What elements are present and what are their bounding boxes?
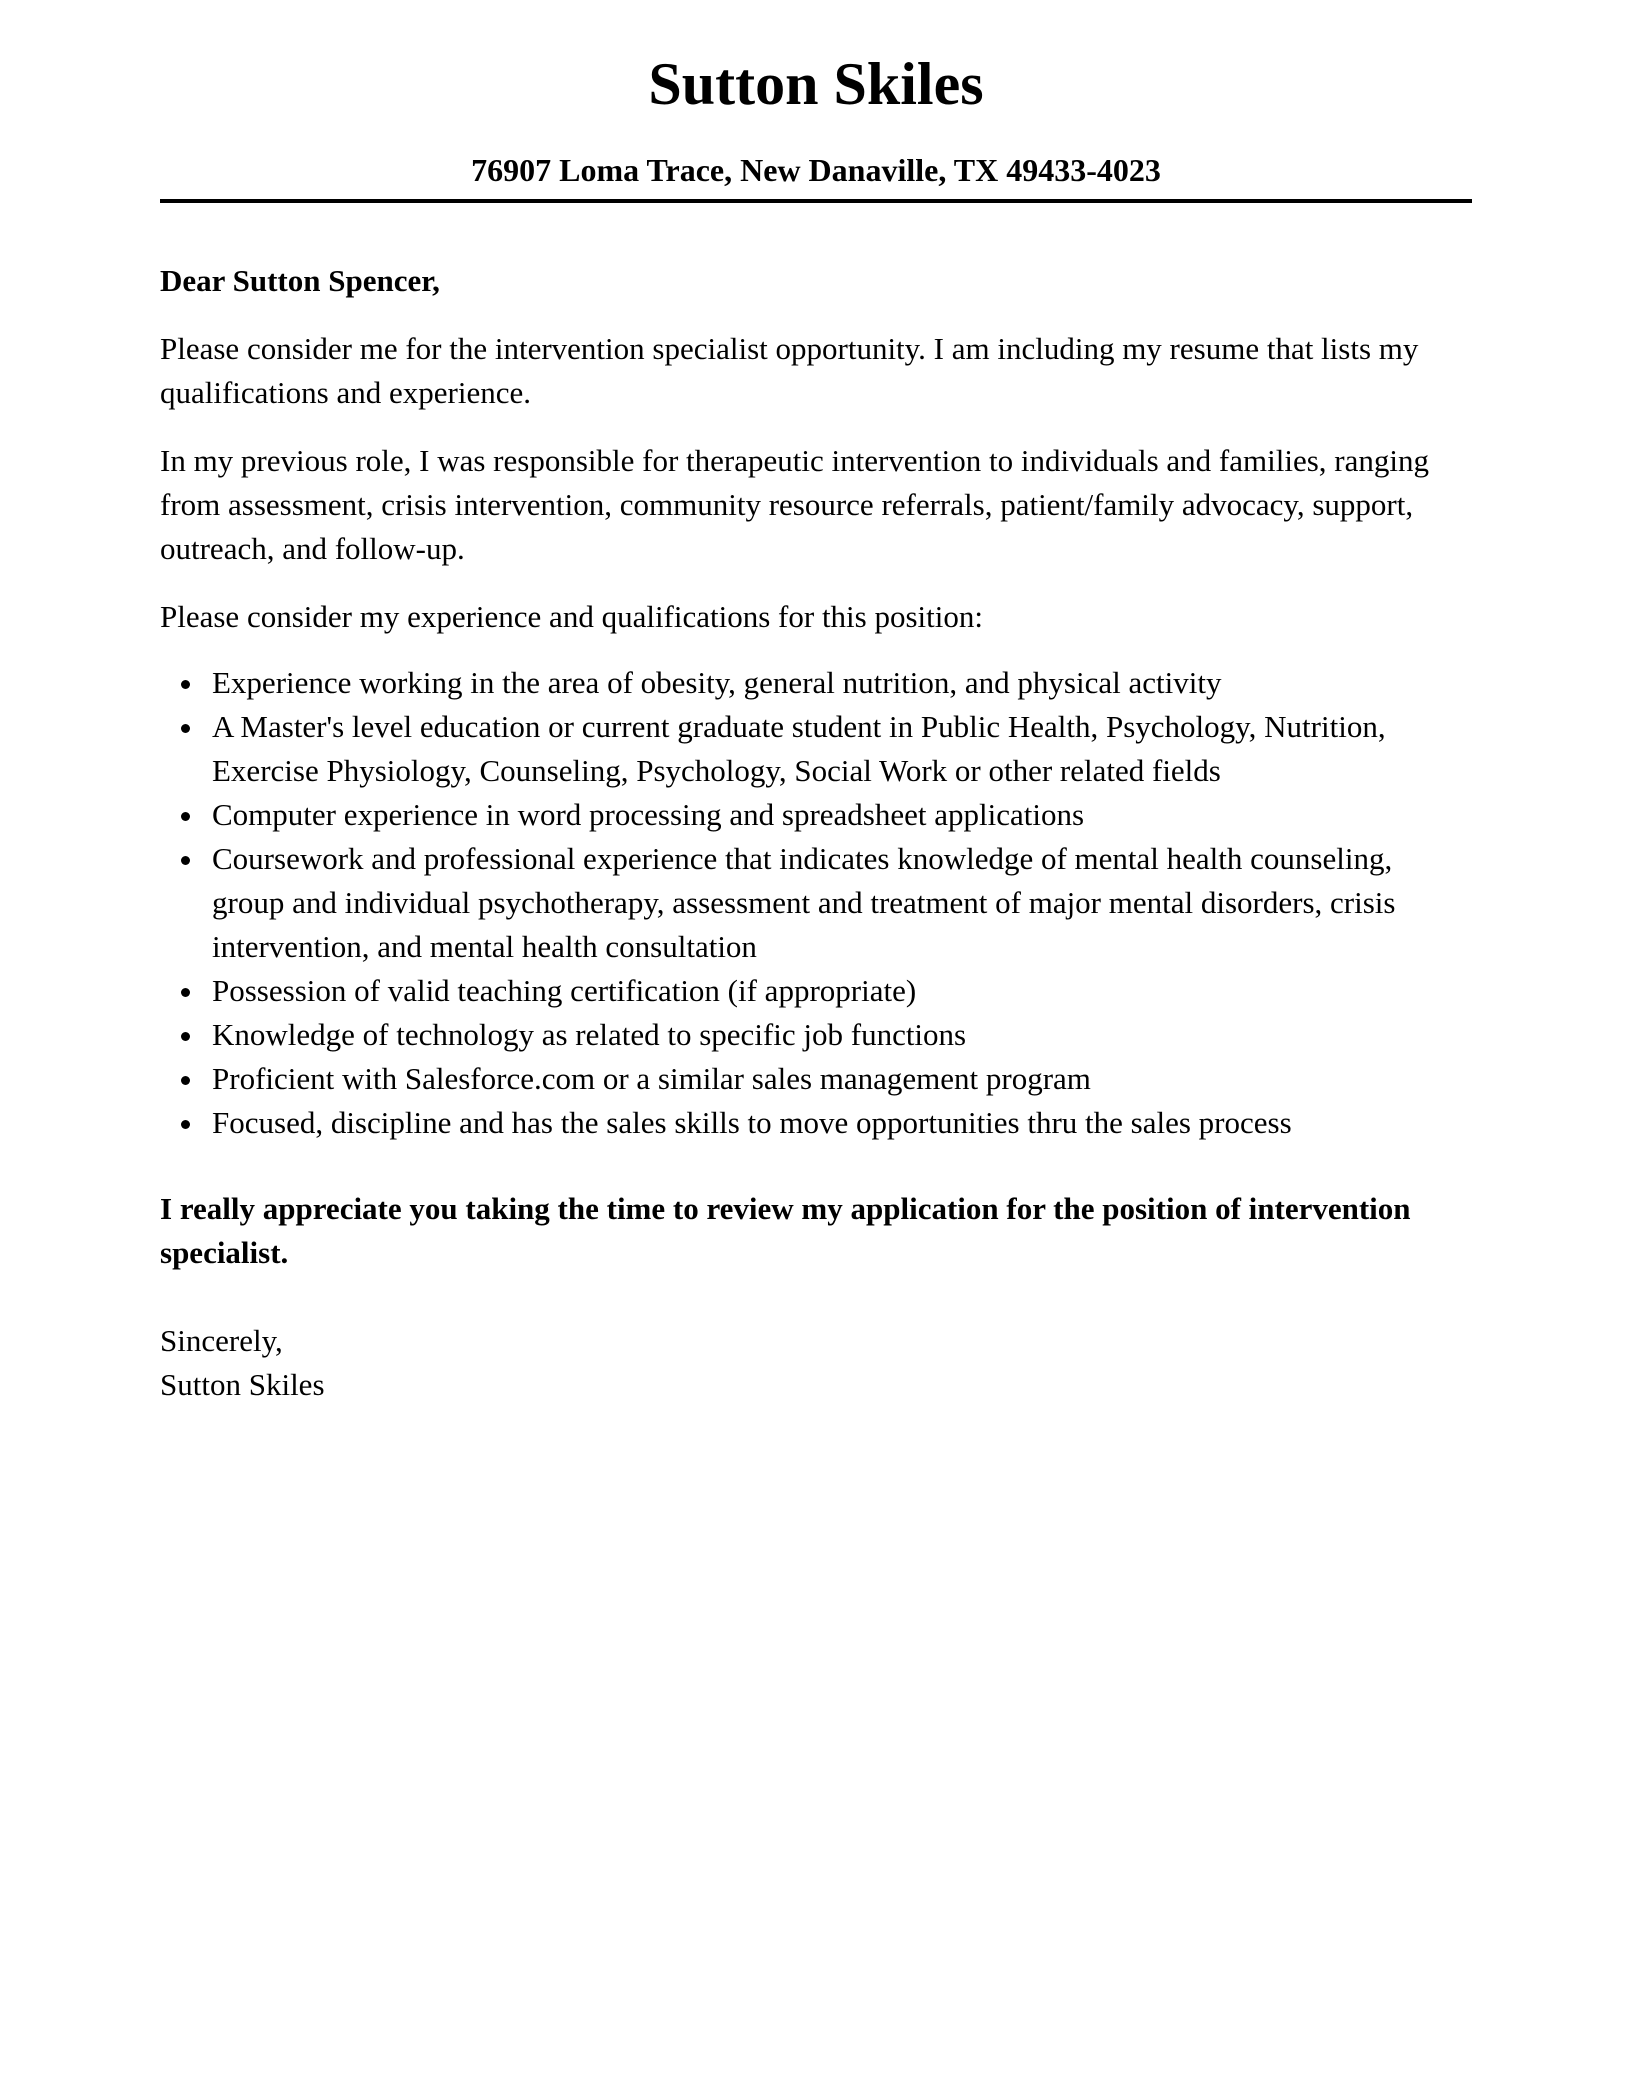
- header-divider: [160, 199, 1472, 203]
- qualification-item: • Coursework and professional experience that indicates knowledge of mental health counseling, group and individual psychotherapy, assessment and treatment of major mental disorders, crisis intervention, and mental health consultation: [206, 837, 1472, 969]
- letter-header: [160, 0, 1472, 203]
- qualification-item: • Computer experience in word processing and spreadsheet applications: [206, 793, 1472, 837]
- signoff-block: [160, 1319, 1472, 1407]
- qualification-item: • Focused, discipline and has the sales skills to move opportunities thru the sales process: [206, 1101, 1472, 1145]
- greeting: Dear Sutton Spencer,: [160, 263, 440, 299]
- qualification-item: • Experience working in the area of obesity, general nutrition, and physical activity: [206, 661, 1472, 705]
- qualification-item: • Possession of valid teaching certification (if appropriate): [206, 969, 1472, 1013]
- letter-body: [160, 259, 1472, 1407]
- closing-paragraph: I really appreciate you taking the time to review my application for the position of intervention specialist.: [160, 1191, 1411, 1271]
- qualification-item: • Knowledge of technology as related to specific job functions: [206, 1013, 1472, 1057]
- sender-address: 76907 Loma Trace, New Danaville, TX 49433-4023: [471, 152, 1161, 188]
- signoff: Sincerely,: [160, 1323, 283, 1359]
- qualification-item: • Proficient with Salesforce.com or a similar sales management program: [206, 1057, 1472, 1101]
- intro-paragraph: Please consider me for the intervention specialist opportunity. I am including my resume that lists my qualifications and experience.: [160, 331, 1419, 411]
- sender-name: Sutton Skiles: [648, 51, 984, 117]
- page-content: [160, 0, 1472, 1407]
- qualifications-list: [160, 661, 1472, 1145]
- lead-in-paragraph: Please consider my experience and qualifications for this position:: [160, 599, 983, 635]
- qualification-item: • A Master's level education or current graduate student in Public Health, Psychology, Nutrition, Exercise Physiology, Counseling, Psychology, Social Work or other related fields: [206, 705, 1472, 793]
- signature-name: Sutton Skiles: [160, 1367, 325, 1403]
- experience-paragraph: In my previous role, I was responsible for therapeutic intervention to individuals and families, ranging from assessment, crisis intervention, community resource referrals, patient/family advocacy, support, outreach, and follow-up.: [160, 443, 1429, 567]
